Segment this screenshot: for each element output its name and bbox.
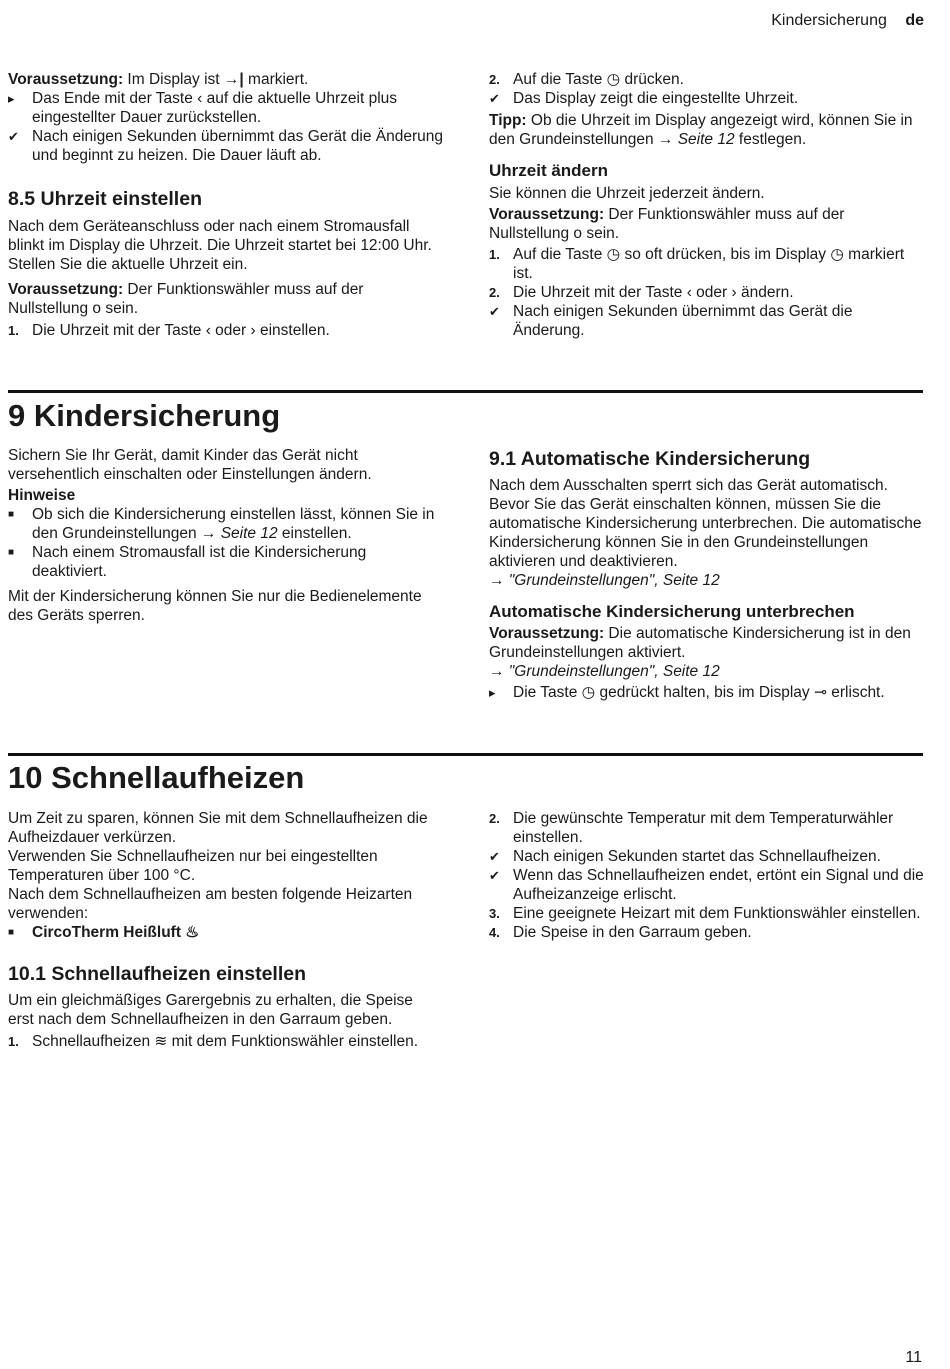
running-header xyxy=(771,11,924,31)
step-1 xyxy=(8,321,443,340)
check-icon: ✔ xyxy=(489,868,500,883)
sec9-left-column xyxy=(8,446,443,625)
bullet-icon: ■ xyxy=(8,927,15,938)
step-text: Die Uhrzeit mit der Taste ‹ oder › einstellen. xyxy=(32,322,330,339)
step-number: 4. xyxy=(489,925,500,940)
page-number: 11 xyxy=(905,1349,922,1366)
note-text-b: einstellen. xyxy=(277,525,352,542)
subheading-uhrzeit-aendern: Uhrzeit ändern xyxy=(489,161,609,180)
section-heading-10-1: 10.1 Schnellaufheizen einstellen xyxy=(8,963,307,985)
section-divider xyxy=(8,753,923,756)
bullet-icon: ■ xyxy=(8,509,15,520)
result-step xyxy=(489,89,924,108)
header-lang: de xyxy=(905,12,924,29)
page-reference-link[interactable]: Seite 12 xyxy=(677,131,735,148)
result-text: Das Display zeigt die eingestellte Uhrzeit. xyxy=(513,90,799,107)
check-icon: ✔ xyxy=(489,849,500,864)
result-step xyxy=(489,866,924,904)
result-step xyxy=(8,127,443,165)
result-step xyxy=(489,847,924,866)
action-text: Die Taste ◷ gedrückt halten, bis im Display ⊸ erlischt. xyxy=(513,684,885,701)
step-text: Die Speise in den Garraum geben. xyxy=(513,924,752,941)
note-text xyxy=(32,505,443,543)
page-reference-link[interactable]: Seite 12 xyxy=(220,525,278,542)
list-item-text: CircoTherm Heißluft ♨ xyxy=(32,924,200,941)
step-number: 2. xyxy=(489,811,500,826)
sub-prereq-paragraph xyxy=(489,205,924,243)
result-text: Nach einigen Sekunden startet das Schnellaufheizen. xyxy=(513,848,881,865)
header-section: Kindersicherung xyxy=(771,12,887,29)
step-number: 3. xyxy=(489,906,500,921)
action-arrow-icon: ▸ xyxy=(8,91,15,106)
action-step xyxy=(8,89,443,127)
chapter-heading-9: 9 Kindersicherung xyxy=(8,398,281,433)
step-text: Auf die Taste ◷ drücken. xyxy=(513,71,684,88)
tip-label: Tipp: xyxy=(489,112,527,129)
prereq-text-end: markiert. xyxy=(243,71,309,88)
note-text-a: Ob sich die Kindersicherung einstellen lässt, können Sie in den Grundeinstellungen → xyxy=(32,506,435,542)
result-text: Wenn das Schnellaufheizen endet, ertönt ein Signal und die Aufheizanzeige erlischt. xyxy=(513,867,924,903)
sec9-outro: Mit der Kindersicherung können Sie nur die Bedienelemente des Geräts sperren. xyxy=(8,588,422,624)
step-number: 2. xyxy=(489,285,500,300)
prereq2-label: Voraussetzung: xyxy=(8,281,124,298)
prereq2-text: Der Funktionswähler muss auf der Nullstellung o sein. xyxy=(8,281,364,317)
sec8-left-column xyxy=(8,70,443,340)
sub-step-2 xyxy=(489,283,924,302)
sec10-intro-2: Verwenden Sie Schnellaufheizen nur bei eingestellten Temperaturen über 100 °C. xyxy=(8,848,378,884)
step-text: Auf die Taste ◷ so oft drücken, bis im Display ◷ markiert ist. xyxy=(513,246,905,282)
check-icon: ✔ xyxy=(489,91,500,106)
action-text: Das Ende mit der Taste ‹ auf die aktuelle Uhrzeit plus eingestellter Dauer zurückstellen. xyxy=(32,90,398,126)
sub2-prereq-label: Voraussetzung: xyxy=(489,625,605,642)
sub-step-1 xyxy=(489,245,924,283)
section-heading-8-5: 8.5 Uhrzeit einstellen xyxy=(8,188,202,210)
step-text: Die gewünschte Temperatur mit dem Temperaturwähler einstellen. xyxy=(513,810,894,846)
check-icon: ✔ xyxy=(8,129,19,144)
sub2-prereq-text: Die automatische Kindersicherung ist in den Grundeinstellungen aktiviert. xyxy=(489,625,911,661)
step-2 xyxy=(489,70,924,89)
subheading-unterbrechen: Automatische Kindersicherung unterbrechen xyxy=(489,602,855,621)
step-number: 2. xyxy=(489,72,500,87)
prereq-paragraph xyxy=(8,70,443,89)
sec8-right-column xyxy=(489,70,924,340)
sec9-1-intro: Nach dem Ausschalten sperrt sich das Gerät automatisch. Bevor Sie das Gerät einschalten können, müssen Sie die automatische Kindersicherung unterbrechen. Die automatische Kindersicherung können Sie in den Grundeinstellungen aktivieren und deaktivieren. xyxy=(489,477,922,570)
prereq-label: Voraussetzung: xyxy=(8,71,124,88)
step-number: 1. xyxy=(8,323,19,338)
notes-label: Hinweise xyxy=(8,487,76,504)
sec9-right-column xyxy=(489,447,924,702)
bullet-icon: ■ xyxy=(8,547,15,558)
cross-reference[interactable]: → "Grundeinstellungen", Seite 12 xyxy=(489,572,720,589)
step-text: Schnellaufheizen ≋ mit dem Funktionswähler einstellen. xyxy=(32,1033,419,1050)
step-text: Eine geeignete Heizart mit dem Funktionswähler einstellen. xyxy=(513,905,921,922)
prereq-text: Im Display ist xyxy=(123,71,224,88)
sec8-intro: Nach dem Geräteanschluss oder nach einem Stromausfall blinkt im Display die Uhrzeit. Die Uhrzeit startet bei 12:00 Uhr. Stellen Sie die aktuelle Uhrzeit ein. xyxy=(8,218,432,273)
sub-result xyxy=(489,302,924,340)
step-3 xyxy=(489,904,924,923)
result-text: Nach einigen Sekunden übernimmt das Gerät die Änderung und beginnt zu heizen. Die Dauer läuft ab. xyxy=(32,128,444,164)
chapter-heading-10: 10 Schnellaufheizen xyxy=(8,760,305,795)
result-text: Nach einigen Sekunden übernimmt das Gerät die Änderung. xyxy=(513,303,853,339)
sec10-intro-1: Um Zeit zu sparen, können Sie mit dem Schnellaufheizen die Aufheizdauer verkürzen. xyxy=(8,810,428,846)
note-item xyxy=(8,543,443,581)
sub-prereq-text: Der Funktionswähler muss auf der Nullstellung o sein. xyxy=(489,206,845,242)
tip-text-end: festlegen. xyxy=(734,131,807,148)
section-heading-9-1: 9.1 Automatische Kindersicherung xyxy=(489,448,811,470)
list-item xyxy=(8,923,443,942)
action-step xyxy=(489,683,924,702)
section-divider xyxy=(8,390,923,393)
sec10-1-intro: Um ein gleichmäßiges Garergebnis zu erhalten, die Speise erst nach dem Schnellaufheizen in den Garraum geben. xyxy=(8,992,413,1028)
step-4 xyxy=(489,923,924,942)
prereq2-paragraph xyxy=(8,280,443,318)
end-mark-icon: →| xyxy=(223,71,244,88)
action-arrow-icon: ▸ xyxy=(489,685,496,700)
step-text: Die Uhrzeit mit der Taste ‹ oder › ändern. xyxy=(513,284,794,301)
sub-intro: Sie können die Uhrzeit jederzeit ändern. xyxy=(489,185,765,202)
cross-reference[interactable]: → "Grundeinstellungen", Seite 12 xyxy=(489,663,720,680)
step-2 xyxy=(489,809,924,847)
note-item xyxy=(8,505,443,543)
step-number: 1. xyxy=(8,1034,19,1049)
sub2-prereq-paragraph xyxy=(489,624,924,662)
sec10-intro-3: Nach dem Schnellaufheizen am besten folgende Heizarten verwenden: xyxy=(8,886,413,922)
tip-text: Ob die Uhrzeit im Display angezeigt wird, können Sie in den Grundeinstellungen → xyxy=(489,112,913,148)
sub-prereq-label: Voraussetzung: xyxy=(489,206,605,223)
step-number: 1. xyxy=(489,247,500,262)
tip-paragraph xyxy=(489,111,924,149)
sec9-intro: Sichern Sie Ihr Gerät, damit Kinder das Gerät nicht versehentlich einschalten oder Einstellungen ändern. xyxy=(8,447,372,483)
step-1 xyxy=(8,1032,443,1051)
sec10-left-column xyxy=(8,809,443,1051)
note-text: Nach einem Stromausfall ist die Kindersicherung deaktiviert. xyxy=(32,544,367,580)
check-icon: ✔ xyxy=(489,304,500,319)
sec10-right-column xyxy=(489,809,924,942)
